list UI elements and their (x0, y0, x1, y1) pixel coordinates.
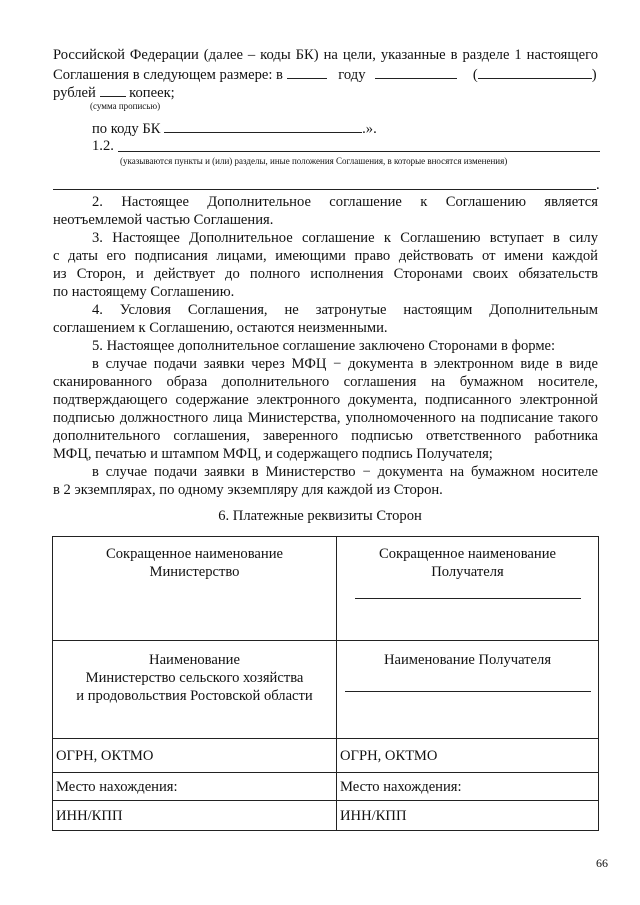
text: с даты его подписания лицами, имеющими право действовать от имени каждой (53, 248, 598, 264)
table-cell (337, 773, 599, 801)
table-cell (337, 641, 599, 739)
cell-label: Получателя (431, 564, 504, 580)
text: 4. Условия Соглашения, не затронутые настоящим Дополнительным (92, 302, 598, 318)
table-cell (53, 773, 337, 801)
text: 2. Настоящее Дополнительное соглашение к Соглашению является (92, 194, 598, 210)
cell-label: ОГРН, ОКТМО (56, 747, 154, 764)
clause-5-cont (53, 391, 598, 409)
page-number: 66 (596, 856, 608, 870)
text: ( (472, 67, 478, 83)
text: Российской Федерации (далее – коды БК) на цели, указанные в разделе 1 настоящего (53, 47, 598, 63)
clause-3 (92, 229, 598, 247)
blank-line[interactable] (118, 151, 600, 152)
amount-line (53, 65, 597, 84)
cell-label: Наименование Получателя (383, 652, 552, 668)
text: в случае подачи заявки через МФЦ − документа в электронном виде в виде (92, 356, 598, 372)
bk-line (92, 119, 377, 138)
text: копеек; (129, 85, 175, 101)
text: в случае подачи заявки в Министерство − документа на бумажном носителе (92, 464, 598, 480)
cell-label: Место нахождения: (56, 778, 178, 795)
table-cell (337, 537, 599, 641)
blank-field[interactable] (478, 65, 592, 79)
text: 1.2. (92, 138, 114, 154)
clause-3-cont (53, 247, 598, 265)
clause-4-cont: соглашением к Соглашению, остаются неизменными. (53, 320, 388, 336)
text: рублей (53, 85, 96, 101)
cell-label: ИНН/КПП (340, 807, 407, 824)
clause-5: 5. Настоящее дополнительное соглашение заключено Сторонами в форме: (92, 338, 556, 354)
table-cell (53, 801, 337, 831)
text: году (338, 67, 366, 83)
cell-label: и продовольствия Ростовской области (76, 688, 313, 704)
blank-line[interactable] (53, 189, 596, 190)
text: 3. Настоящее Дополнительное соглашение к Соглашению вступает в силу (92, 230, 598, 246)
text: из Сторон, и действует до полного исполнения Сторонами своих обязательств (53, 266, 598, 282)
text: . (596, 177, 600, 193)
table-row (53, 739, 599, 773)
clause-3-cont: по настоящему Соглашению. (53, 284, 235, 300)
table-cell (337, 739, 599, 773)
item-line (92, 137, 114, 155)
clause-5-cont (53, 409, 598, 427)
clause-5-cont: в 2 экземплярах, по одному экземпляру для каждой из Сторон. (53, 482, 443, 498)
table-cell (53, 537, 337, 641)
cell-label: Министерство сельского хозяйства (85, 670, 304, 686)
blank-field[interactable] (100, 83, 126, 97)
section-title: 6. Платежные реквизиты Сторон (218, 508, 422, 524)
clause-2-cont: неотъемлемой частью Соглашения. (53, 212, 274, 228)
text: .». (362, 121, 377, 137)
requisites-table (52, 536, 599, 831)
clause-5-cont (53, 427, 598, 445)
cell-label: ОГРН, ОКТМО (340, 747, 438, 764)
text: по коду БК (92, 121, 161, 137)
clause-5-cont (92, 463, 598, 481)
cell-label: Министерство (149, 564, 240, 580)
text: дополнительного соглашения, заверенного подписью ответственного работника (53, 428, 598, 444)
text: подписью должностного лица Министерства, уполномоченного на подписание такого (53, 410, 598, 426)
blank-field[interactable] (287, 65, 327, 79)
clause-5-cont (92, 355, 598, 373)
text: ) (591, 67, 597, 83)
paragraph-line (53, 46, 598, 64)
caption: (указываются пункты и (или) разделы, иные положения Соглашения, в которые вносятся изменения) (120, 156, 508, 166)
text: Соглашения в следующем размере: в (53, 67, 283, 83)
cell-label: Сокращенное наименование (378, 546, 557, 562)
text: сканированного образа дополнительного соглашения на бумажном носителе, (53, 374, 598, 390)
table-row (53, 801, 599, 831)
clause-5-cont (53, 373, 598, 391)
table-row (53, 641, 599, 739)
table-cell (53, 641, 337, 739)
cell-label: Наименование (149, 652, 240, 668)
table-row (53, 773, 599, 801)
clause-5-cont: МФЦ, печатью и штампом МФЦ, и содержащего подпись Получателя; (53, 446, 493, 462)
clause-4 (92, 301, 598, 319)
amount-line (53, 83, 175, 102)
table-row (53, 537, 599, 641)
table-cell (53, 739, 337, 773)
blank-line[interactable] (355, 598, 581, 599)
blank-field[interactable] (164, 119, 362, 133)
table-cell (337, 801, 599, 831)
cell-label: Место нахождения: (340, 778, 462, 795)
clause-3-cont (53, 265, 598, 283)
blank-field[interactable] (375, 65, 457, 79)
blank-line[interactable] (345, 691, 591, 692)
caption: (сумма прописью) (90, 101, 161, 111)
text: подтверждающего содержание электронного документа, подписанного электронной (53, 392, 598, 408)
cell-label: ИНН/КПП (56, 807, 123, 824)
clause-2 (92, 193, 598, 211)
cell-label: Сокращенное наименование (105, 546, 284, 562)
